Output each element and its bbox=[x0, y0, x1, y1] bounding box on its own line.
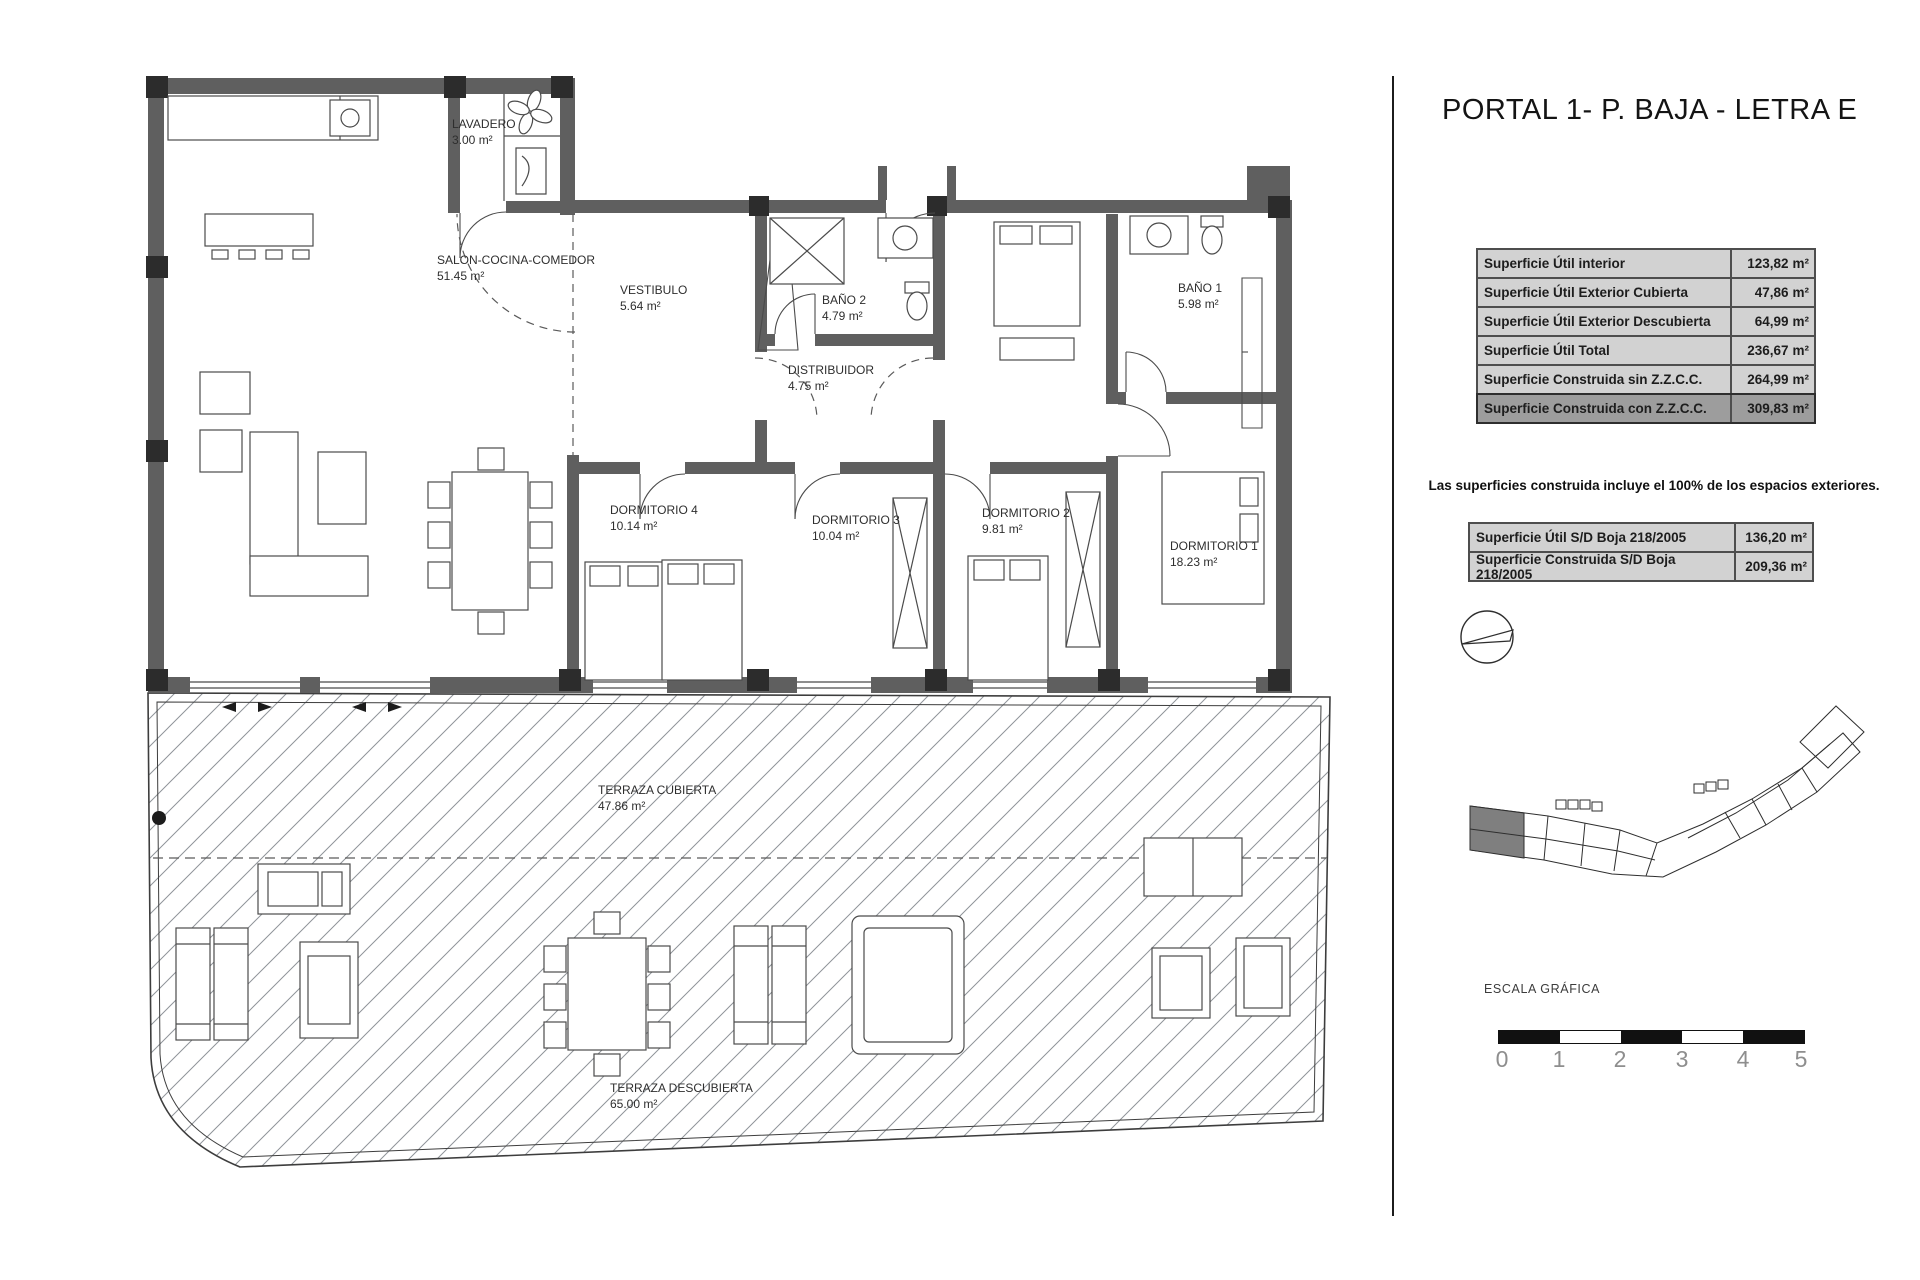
table-row: Superficie Útil interior 123,82 m² bbox=[1476, 248, 1816, 279]
room-label-dormitorio3: DORMITORIO 3 10.04 m² bbox=[812, 513, 900, 544]
page-title: PORTAL 1- P. BAJA - LETRA E bbox=[1442, 94, 1858, 126]
table-row: Superficie Construida S/D Boja 218/2005 209,36 m² bbox=[1468, 551, 1814, 582]
surfaces-table bbox=[1476, 248, 1816, 424]
scale-tick: 4 bbox=[1736, 1046, 1750, 1072]
table-row: Superficie Útil Exterior Cubierta 47,86 m² bbox=[1476, 277, 1816, 308]
panel-divider bbox=[1392, 76, 1394, 1216]
north-compass-icon bbox=[1461, 611, 1513, 663]
table-row: Superficie Útil Exterior Descubierta 64,99 m² bbox=[1476, 306, 1816, 337]
scale-tick: 3 bbox=[1675, 1046, 1689, 1072]
table-row: Superficie Útil S/D Boja 218/2005 136,20 m² bbox=[1468, 522, 1814, 553]
scale-tick: 0 bbox=[1495, 1046, 1509, 1072]
scale-tick: 5 bbox=[1794, 1046, 1808, 1072]
site-key-plan bbox=[1470, 706, 1864, 877]
water-heater-icon bbox=[516, 148, 546, 194]
room-label-distribuidor: DISTRIBUIDOR 4.75 m² bbox=[788, 363, 875, 394]
room-label-terraza-cubierta: TERRAZA CUBIERTA 47.86 m² bbox=[598, 783, 717, 814]
room-label-dormitorio4: DORMITORIO 4 10.14 m² bbox=[610, 503, 698, 534]
room-label-bano2: BAÑO 2 4.79 m² bbox=[822, 293, 867, 324]
terrace-drain-dot bbox=[152, 811, 166, 825]
room-label-lavadero: LAVADERO 3.00 m² bbox=[452, 117, 516, 148]
scale-bar bbox=[1498, 1030, 1805, 1044]
table-row: Superficie Útil Total 236,67 m² bbox=[1476, 335, 1816, 366]
room-label-terraza-descubierta: TERRAZA DESCUBIERTA 65.00 m² bbox=[610, 1081, 753, 1112]
room-label-bano1: BAÑO 1 5.98 m² bbox=[1178, 281, 1223, 312]
boja-table bbox=[1468, 522, 1814, 582]
interior-furniture bbox=[168, 83, 1264, 680]
table-row-total: Superficie Construida con Z.Z.C.C. 309,83 m² bbox=[1476, 393, 1816, 424]
room-label-dormitorio2: DORMITORIO 2 9.81 m² bbox=[982, 506, 1070, 537]
scale-tick: 1 bbox=[1552, 1046, 1566, 1072]
exterior-spaces-note: Las superficies construida incluye el 100% de los espacios exteriores. bbox=[1428, 478, 1880, 493]
room-label-salon: SALON-COCINA-COMEDOR 51.45 m² bbox=[437, 253, 596, 284]
scale-bar-label: ESCALA GRÁFICA bbox=[1484, 982, 1601, 996]
table-row: Superficie Construida sin Z.Z.C.C. 264,99 m² bbox=[1476, 364, 1816, 395]
room-label-vestibulo: VESTIBULO 5.64 m² bbox=[620, 283, 688, 314]
highlighted-unit bbox=[1470, 806, 1524, 858]
scale-tick: 2 bbox=[1613, 1046, 1627, 1072]
room-label-dormitorio1: DORMITORIO 1 18.23 m² bbox=[1170, 539, 1258, 570]
